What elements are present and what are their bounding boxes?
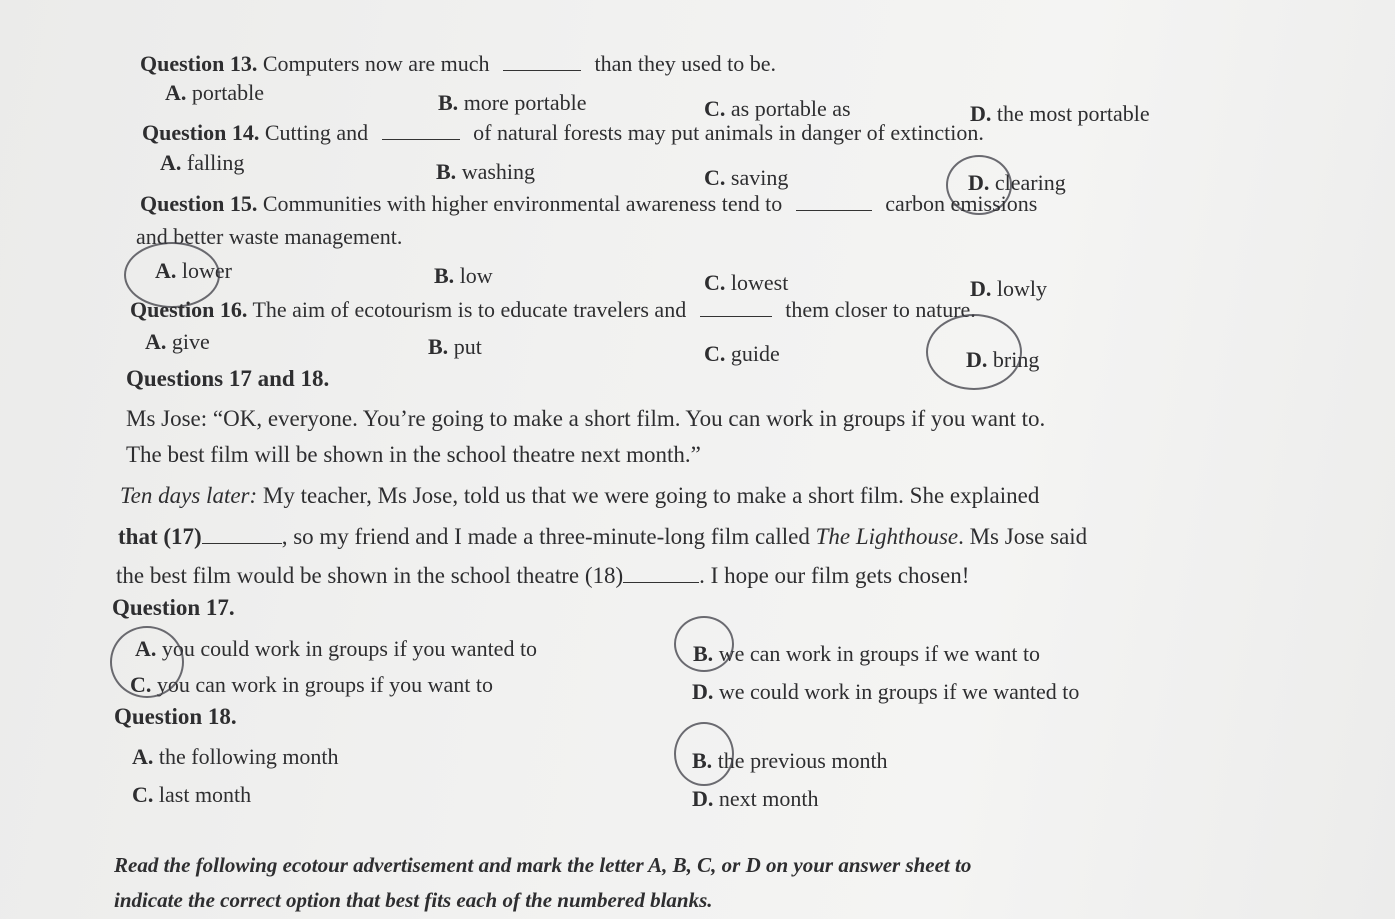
question-13	[140, 48, 776, 77]
q16-option-b[interactable]: B. put	[428, 334, 482, 359]
section-instruction: Read the following ecotour advertisement and mark the letter A, B, C, or D on your answer sheet to	[114, 853, 972, 877]
question-15-continued: and better waste management.	[136, 224, 403, 249]
q14-option-a[interactable]: A. falling	[160, 150, 245, 175]
passage-line: The best film will be shown in the school theatre next month.”	[126, 442, 701, 467]
question-stem: The aim of ecotourism is to educate travelers and	[252, 297, 687, 322]
question-label: Question 15.	[140, 191, 258, 216]
q13-option-c[interactable]: C. as portable as	[704, 96, 851, 121]
q17-option-b[interactable]: B. we can work in groups if we want to	[693, 641, 1041, 666]
question-label: Question 14.	[142, 120, 260, 145]
question-18-label: Question 18.	[114, 704, 237, 729]
q14-option-d[interactable]: D. clearing	[968, 170, 1066, 195]
question-stem-end: than they used to be.	[594, 51, 776, 76]
question-label: Question 13.	[140, 51, 258, 76]
passage-line: that (17) , so my friend and I made a three-minute-long film called The Lighthouse. Ms Jose said	[118, 520, 1087, 550]
question-15	[140, 188, 1037, 217]
q14-option-c[interactable]: C. saving	[704, 165, 789, 190]
question-stem: Cutting and	[264, 120, 369, 145]
answer-circle-mark	[674, 616, 734, 672]
section-instruction: indicate the correct option that best fits each of the numbered blanks.	[114, 888, 713, 912]
q18-option-b[interactable]: B. the previous month	[692, 748, 888, 773]
q16-option-d[interactable]: D. bring	[966, 347, 1040, 372]
q15-option-c[interactable]: C. lowest	[704, 270, 789, 295]
question-16	[130, 294, 976, 323]
answer-circle-mark	[674, 722, 734, 786]
q15-option-d[interactable]: D. lowly	[970, 276, 1048, 301]
answer-circle-mark	[110, 626, 184, 698]
question-label: Question 16.	[130, 297, 248, 322]
q13-option-d[interactable]: D. the most portable	[970, 101, 1150, 126]
answer-blank-18[interactable]	[623, 559, 699, 583]
q18-option-a[interactable]: A. the following month	[132, 744, 339, 769]
question-stem: Computers now are much	[262, 51, 490, 76]
answer-blank[interactable]	[382, 117, 460, 140]
answer-blank[interactable]	[503, 48, 581, 71]
q17-option-a[interactable]: A. you could work in groups if you wanted to	[135, 636, 538, 661]
q17-option-c[interactable]: C. you can work in groups if you want to	[130, 672, 493, 697]
passage-heading: Questions 17 and 18.	[126, 366, 330, 391]
q14-option-b[interactable]: B. washing	[436, 159, 536, 184]
answer-blank-17[interactable]	[202, 520, 282, 544]
passage-line: the best film would be shown in the school theatre (18) . I hope our film gets chosen!	[116, 559, 969, 589]
question-stem-end: carbon emissions	[885, 191, 1038, 216]
q18-option-c[interactable]: C. last month	[132, 782, 252, 807]
question-stem-end: them closer to nature.	[785, 297, 976, 322]
question-stem: Communities with higher environmental awareness tend to	[262, 191, 783, 216]
passage-line: Ten days later: My teacher, Ms Jose, told us that we were going to make a short film. She explained	[120, 483, 1040, 508]
answer-blank[interactable]	[700, 294, 772, 317]
q16-option-a[interactable]: A. give	[145, 329, 210, 354]
q18-option-d[interactable]: D. next month	[692, 786, 819, 811]
answer-circle-mark	[926, 314, 1022, 390]
answer-blank[interactable]	[796, 188, 872, 211]
q13-option-a[interactable]: A. portable	[165, 80, 264, 105]
question-14	[142, 117, 984, 146]
question-17-label: Question 17.	[112, 595, 235, 620]
q15-option-a[interactable]: A. lower	[155, 258, 232, 283]
q16-option-c[interactable]: C. guide	[704, 341, 780, 366]
q13-option-b[interactable]: B. more portable	[438, 90, 587, 115]
q17-option-d[interactable]: D. we could work in groups if we wanted to	[692, 679, 1080, 704]
passage-line: Ms Jose: “OK, everyone. You’re going to make a short film. You can work in groups if you want to.	[126, 406, 1046, 431]
q15-option-b[interactable]: B. low	[434, 263, 493, 288]
question-stem-end: of natural forests may put animals in danger of extinction.	[473, 120, 984, 145]
